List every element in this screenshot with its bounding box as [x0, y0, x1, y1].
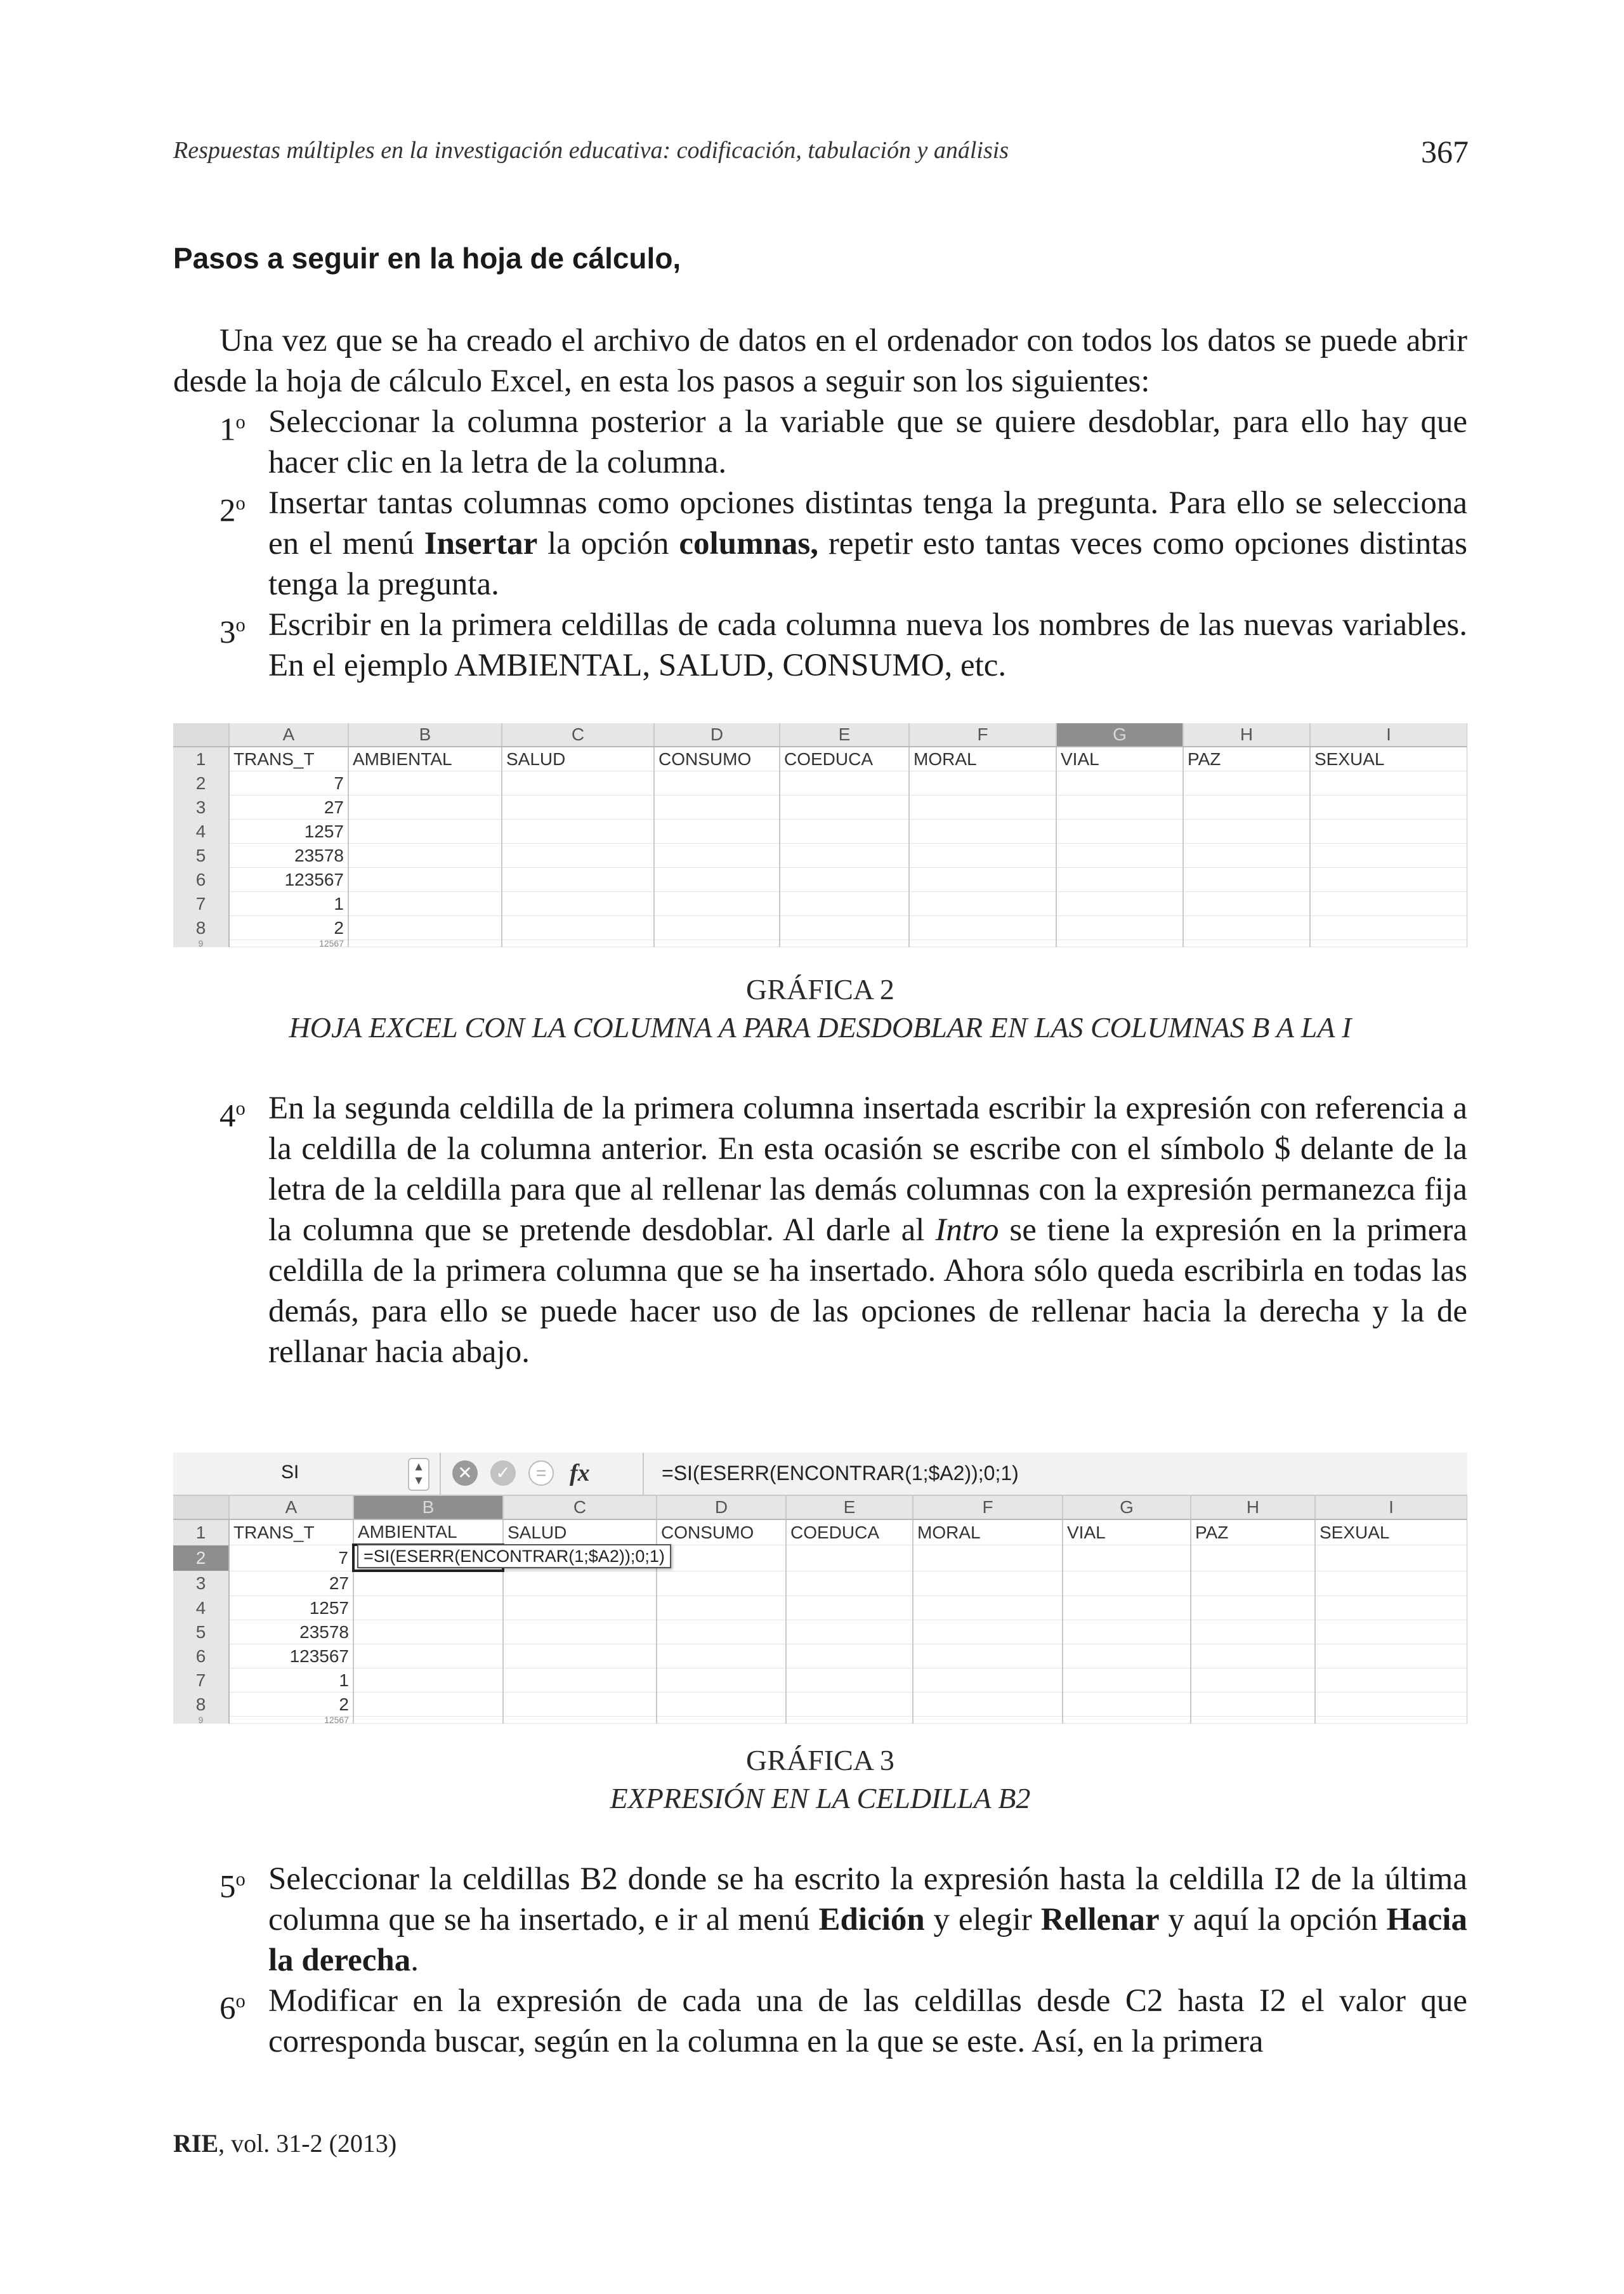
column-header[interactable]: B	[348, 723, 502, 747]
table-row	[173, 1644, 1467, 1668]
step-number: 3$^o$	[219, 614, 246, 651]
step-6	[173, 1981, 1467, 2062]
step-text: Escribir en la primera celdillas de cada columna nueva los nombres de las nuevas variables. En el ejemplo AMBIENTAL, SALUD, CONSUMO, etc.	[268, 607, 1467, 683]
row-header[interactable]: 6	[173, 868, 229, 892]
table-row-cut	[173, 1717, 1467, 1724]
column-header[interactable]: C	[503, 1496, 657, 1519]
figure-3-caption	[173, 1741, 1467, 1818]
row-header[interactable]: 4	[173, 1596, 229, 1620]
option-keyword: columnas,	[679, 526, 819, 561]
journal-name: RIE	[173, 2129, 219, 2158]
column-header[interactable]: H	[1183, 723, 1310, 747]
table-row	[173, 1693, 1467, 1717]
footer	[173, 2128, 396, 2158]
row-header[interactable]: 4	[173, 820, 229, 844]
column-header[interactable]: C	[502, 723, 654, 747]
table-row	[173, 916, 1467, 940]
caption-subtitle: EXPRESIÓN EN LA CELDILLA B2	[610, 1782, 1031, 1814]
column-header[interactable]: F	[913, 1496, 1063, 1519]
row-header[interactable]: 7	[173, 1668, 229, 1693]
row-header[interactable]: 6	[173, 1644, 229, 1668]
cell[interactable]: AMBIENTAL	[353, 1519, 503, 1545]
cell[interactable]: 1	[229, 892, 348, 916]
table-row	[173, 868, 1467, 892]
column-header[interactable]: F	[909, 723, 1056, 747]
cell[interactable]: 1257	[229, 820, 348, 844]
cell[interactable]: 27	[229, 1571, 353, 1596]
cancel-icon[interactable]: ✕	[452, 1460, 478, 1486]
column-header[interactable]: H	[1191, 1496, 1315, 1519]
step-1	[173, 402, 1467, 483]
column-header[interactable]: G	[1063, 1496, 1191, 1519]
select-all-corner[interactable]	[173, 723, 229, 747]
cell[interactable]: SEXUAL	[1315, 1519, 1467, 1545]
column-header[interactable]: E	[780, 723, 909, 747]
body-text-part2	[173, 1859, 1467, 2062]
column-header[interactable]: D	[657, 1496, 786, 1519]
menu-keyword: Insertar	[424, 526, 538, 561]
running-head: Respuestas múltiples en la investigación educativa: codificación, tabulación y análisis	[173, 137, 1009, 164]
name-box[interactable]: SI	[281, 1462, 299, 1483]
row-header[interactable]: 8	[173, 1693, 229, 1717]
journal-details: , vol. 31-2 (2013)	[218, 2129, 397, 2158]
column-header-row	[173, 723, 1467, 747]
table-row-cut	[173, 940, 1467, 947]
row-header[interactable]: 8	[173, 916, 229, 940]
option-keyword: Rellenar	[1040, 1902, 1160, 1937]
cell[interactable]: MORAL	[909, 747, 1056, 771]
cell[interactable]: CONSUMO	[657, 1519, 786, 1545]
cell[interactable]: SALUD	[503, 1519, 657, 1545]
column-header-selected[interactable]: G	[1056, 723, 1183, 747]
select-all-corner[interactable]	[173, 1496, 229, 1519]
formula-bar	[173, 1453, 1467, 1496]
page-number: 367	[1421, 134, 1469, 169]
table-row	[173, 844, 1467, 868]
cell[interactable]: PAZ	[1183, 747, 1310, 771]
table-row	[173, 1571, 1467, 1596]
cell[interactable]: PAZ	[1191, 1519, 1315, 1545]
cell[interactable]: 7	[229, 1545, 353, 1571]
column-header[interactable]: E	[786, 1496, 913, 1519]
row-header[interactable]: 7	[173, 892, 229, 916]
table-row	[173, 796, 1467, 820]
spreadsheet-figure-3	[173, 1453, 1467, 1729]
table-row	[173, 1620, 1467, 1644]
column-header[interactable]: I	[1310, 723, 1467, 747]
row-header[interactable]: 9	[173, 940, 229, 947]
column-header[interactable]: I	[1315, 1496, 1467, 1519]
column-header[interactable]: A	[229, 1496, 353, 1519]
cell[interactable]: COEDUCA	[786, 1519, 913, 1545]
divider	[440, 1453, 441, 1495]
intro-key-italic: Intro	[935, 1212, 999, 1248]
row-header[interactable]: 3	[173, 1571, 229, 1596]
cell[interactable]: 12567	[229, 1717, 353, 1724]
row-header[interactable]: 1	[173, 1519, 229, 1545]
cell[interactable]: 2	[229, 916, 348, 940]
table-row	[173, 820, 1467, 844]
cell[interactable]: 23578	[229, 844, 348, 868]
table-row	[173, 1668, 1467, 1693]
row-header[interactable]: 5	[173, 1620, 229, 1644]
function-icon[interactable]: =	[528, 1460, 554, 1486]
divider	[643, 1453, 644, 1495]
step-number: 6$^o$	[219, 1990, 246, 2027]
column-header[interactable]: A	[229, 723, 348, 747]
row-header-selected[interactable]: 2	[173, 1545, 229, 1571]
step-3	[173, 605, 1467, 686]
cell[interactable]: SALUD	[502, 747, 654, 771]
body-text-step4	[173, 1088, 1467, 1372]
cell[interactable]: 27	[229, 796, 348, 820]
cell[interactable]: VIAL	[1056, 747, 1183, 771]
spreadsheet-grid	[173, 723, 1467, 947]
column-header-selected[interactable]: B	[353, 1496, 503, 1519]
cell[interactable]: TRANS_T	[229, 1519, 353, 1545]
figure-2-caption	[173, 971, 1467, 1047]
column-header-row	[173, 1496, 1467, 1519]
spreadsheet-figure-2	[173, 723, 1467, 958]
row-header[interactable]: 9	[173, 1717, 229, 1724]
step-number: 1$^o$	[219, 411, 246, 448]
step-5: 5$^o$ Seleccionar la celdillas B2 donde se ha escrito la expresión hasta la celdilla I2 de la última columna que se ha insertado, e ir al menú Edición y elegir Rellenar y aquí la opción Hacia la derecha.	[173, 1859, 1467, 1981]
column-header[interactable]: D	[654, 723, 780, 747]
step-number: 2$^o$	[219, 492, 246, 529]
caption-title: GRÁFICA 3	[746, 1744, 894, 1776]
caption-subtitle: HOJA EXCEL CON LA COLUMNA A PARA DESDOBLAR EN LAS COLUMNAS B A LA I	[289, 1011, 1352, 1044]
cell[interactable]: 2	[229, 1693, 353, 1717]
option-keyword: Hacia la derecha	[268, 1902, 1467, 1978]
step-number: 4$^o$	[219, 1098, 246, 1134]
row-header[interactable]: 2	[173, 771, 229, 796]
cell-editor[interactable]: =SI(ESERR(ENCONTRAR(1;$A2));0;1)	[357, 1544, 671, 1568]
cell[interactable]: VIAL	[1063, 1519, 1191, 1545]
cell[interactable]: 1	[229, 1668, 353, 1693]
formula-input[interactable]: =SI(ESERR(ENCONTRAR(1;$A2));0;1)	[662, 1462, 1019, 1485]
cell[interactable]: 23578	[229, 1620, 353, 1644]
table-row	[173, 771, 1467, 796]
cell[interactable]: 7	[229, 771, 348, 796]
cell[interactable]: TRANS_T	[229, 747, 348, 771]
table-row	[173, 892, 1467, 916]
name-box-stepper-icon[interactable]: ▴ ▾	[408, 1458, 429, 1491]
caption-title: GRÁFICA 2	[746, 973, 894, 1006]
accept-icon[interactable]: ✓	[490, 1460, 516, 1486]
row-header[interactable]: 5	[173, 844, 229, 868]
cell[interactable]: CONSUMO	[654, 747, 780, 771]
step-4: 4$^o$ En la segunda celdilla de la primera columna insertada escribir la expresión con referencia a la celdilla de la columna anterior. En esta ocasión se escribe con el símbolo $ delante de la letra de la celdilla para que al rellenar las demás columnas con la expresión permanezca fija la columna que se pretende desdoblar. Al darle al Intro se tiene la expresión en la primera celdilla de la primera columna que se ha insertado. Ahora sólo queda escribirla en todas las demás, para ello se puede hacer uso de las opciones de rellenar hacia la derecha y la de rellanar hacia abajo.	[173, 1088, 1467, 1372]
table-row	[173, 1596, 1467, 1620]
cell[interactable]: COEDUCA	[780, 747, 909, 771]
menu-keyword: Edición	[818, 1902, 925, 1937]
fx-icon[interactable]: fx	[570, 1460, 590, 1486]
section-title: Pasos a seguir en la hoja de cálculo,	[173, 242, 681, 275]
row-header[interactable]: 1	[173, 747, 229, 771]
spreadsheet-grid	[173, 1496, 1467, 1724]
cell[interactable]: AMBIENTAL	[348, 747, 502, 771]
cell[interactable]: 12567	[229, 940, 348, 947]
cell[interactable]: 123567	[229, 1644, 353, 1668]
step-number: 5$^o$	[219, 1868, 246, 1905]
body-text-part1	[173, 320, 1467, 686]
cell[interactable]: 1257	[229, 1596, 353, 1620]
step-text: Modificar en la expresión de cada una de las celdillas desde C2 hasta I2 el valor que corresponda buscar, según en la columna en la que se este. Así, en la primera	[268, 1983, 1467, 2059]
step-text: Seleccionar la columna posterior a la variable que se quiere desdoblar, para ello hay que hacer clic en la letra de la columna.	[268, 404, 1467, 480]
table-row	[173, 747, 1467, 771]
intro-paragraph: Una vez que se ha creado el archivo de datos en el ordenador con todos los datos se puede abrir desde la hoja de cálculo Excel, en esta los pasos a seguir son los siguientes:	[173, 323, 1467, 399]
cell[interactable]: MORAL	[913, 1519, 1063, 1545]
step-2: 2$^o$ Insertar tantas columnas como opciones distintas tenga la pregunta. Para ello se selecciona en el menú Insertar la opción columnas, repetir esto tantas veces como opciones distintas tenga la pregunta.	[173, 483, 1467, 605]
cell[interactable]: 123567	[229, 868, 348, 892]
table-row	[173, 1519, 1467, 1545]
row-header[interactable]: 3	[173, 796, 229, 820]
cell[interactable]: SEXUAL	[1310, 747, 1467, 771]
